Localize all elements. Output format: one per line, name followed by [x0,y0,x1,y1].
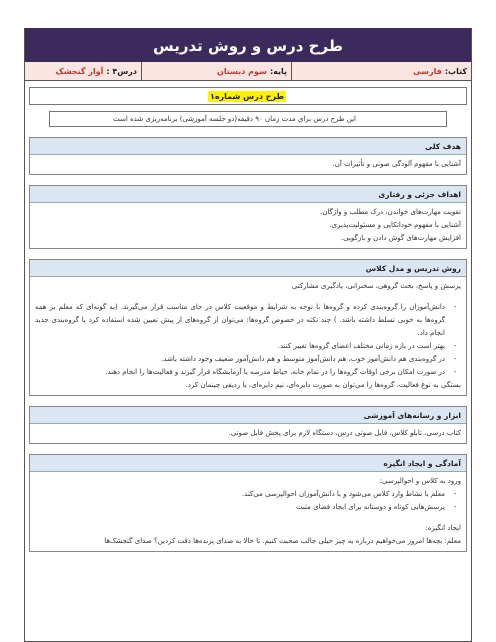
section-heading: روش تدریس و مدل کلاس [30,260,466,277]
motivation-label: ایجاد انگیزه: [425,524,461,532]
section-text: کتاب درسی، تابلو کلاس، فایل صوتی درس، دستگاه لازم برای پخش فایل صوتی. [228,429,461,437]
section-detailed-goals [29,185,467,249]
section-heading: هدف کلی [30,138,466,155]
list-item [35,501,461,514]
section-body [30,472,466,551]
list-item: تقویت مهارت‌های خواندن، درک مطلب و واژگان. [320,208,461,216]
book-value: فارسی [413,66,442,76]
grade-cell [141,62,291,80]
bullet-text: دانش‌آموزان را گروه‌بندی کرده و گروه‌ها با توجه به شرایط و موقعیت کلاس در جای مناسب قرار می‌گیرند. (به گونه‌ای که معلم بر همه گروه‌ها به خوبی تسلط داشته باشد. ) چند نکته در خصوص گروه‌ها: می‌توان از گروه‌های از پیش تعیین شده استفاده کرد یا گروه‌بندی جدید انجام داد. [35,303,445,337]
section-readiness [29,454,467,552]
bullet-dash: - [453,342,457,350]
document-title: طرح درس و روش تدریس [25,28,471,62]
motivation-text: معلم: بچه‌ها امروز می‌خواهیم درباره یه چیز خیلی جالب صحبت کنیم. تا حالا به صدای پرنده‌ها دقت کردین؟ صدای گنجشک‌ها [104,537,461,545]
plan-title: طرح درس شماره۱ [209,91,284,101]
entry-label: ورود به کلاس و احوالپرسی: [379,477,461,485]
grade-value: سوم دبستان [217,66,267,76]
bullet-text: پرسش‌هایی کوتاه و دوستانه برای ایجاد فضای مثبت [296,503,445,511]
list-item: افزایش مهارت‌های گوش دادن و بازگویی. [340,234,461,242]
info-row [25,62,471,81]
bullet-dash: - [453,303,457,311]
list-item [35,366,461,379]
bullet-text: بهتر است در بازه زمانی مختلف اعضای گروه‌ها تغییر کنند. [277,342,445,350]
lesson-value: آواز گنجشک [55,66,104,76]
bullet-text: در صورت امکان برخی اوقات گروه‌ها را در تمام خانه، حیاط مدرسه یا آزمایشگاه قرار گیرند و فعالیت‌ها را انجام دهند. [105,368,445,376]
section-heading: آمادگی و ایجاد انگیزه [30,455,466,472]
method-footer: بستگی به نوع فعالیت، گروه‌ها را می‌توان به صورت دایره‌ای، نیم دایره‌ای، یا ردیفی چینمان کرد. [185,381,461,389]
intro-note: این طرح درس برای مدت زمان ۹۰ دقیقه(دو جلسه آموزشی) برنامه‌ریزی شده است [49,111,447,127]
section-heading: ابزار و رسانه‌های آموزشی [30,407,466,424]
lesson-cell [25,62,141,80]
section-body [30,203,466,248]
plan-title-box [29,87,467,105]
bullet-text: در گروه‌بندی هم دانش‌آموز خوب، هم دانش‌آموز متوسط و هم دانش‌آموز ضعیف وجود داشته باشد. [161,355,445,363]
lesson-plan-sheet [24,28,472,642]
section-text: آشنایی با مفهوم آلودگی صوتی و تأثیرات آن. [332,160,461,168]
list-item [35,353,461,366]
plan-body [29,87,467,552]
bullet-dash: - [453,503,457,511]
bullet-dash: - [453,368,457,376]
method-summary: پرسش و پاسخ، بحث گروهی، سخنرانی، یادگیری مشارکتی [291,282,461,290]
section-heading: اهداف جزئی و رفتاری [30,186,466,203]
section-tools [29,406,467,444]
book-label: کتاب: [444,66,467,76]
bullet-text: معلم با نشاط وارد کلاس می‌شود و با دانش‌آموزان احوالپرسی می‌کند. [241,490,445,498]
list-item [35,488,461,501]
section-general-goal [29,137,467,175]
section-method [29,259,467,396]
bullet-dash: - [453,355,457,363]
list-item: آشنایی با مفهوم خوداتکایی و مسئولیت‌پذیری. [329,221,461,229]
section-body [30,277,466,395]
lesson-label: درس۴ : [106,66,137,76]
list-item [35,340,461,353]
grade-label: پایه: [269,66,287,76]
list-item [35,301,461,340]
book-cell [291,62,471,80]
bullet-dash: - [453,490,457,498]
